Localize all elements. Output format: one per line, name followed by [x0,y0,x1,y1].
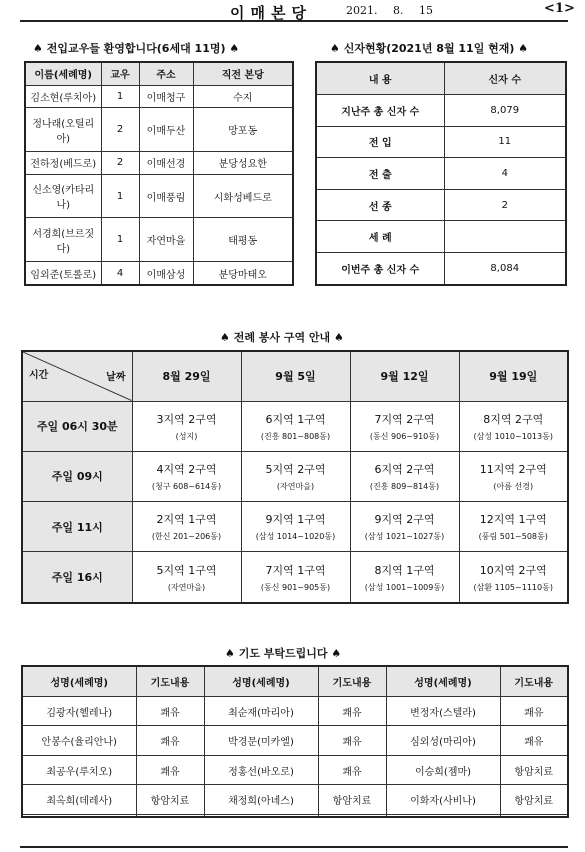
table-row [22,755,568,784]
zone-cell [459,502,568,552]
zone-detail: (동신 906~910동) [369,431,440,441]
zone-detail: (진흥 801~808동) [260,431,331,441]
zone-cell [132,401,241,451]
zone-label: 6지역 1구역 [265,412,326,426]
zone-label: 12지역 1구역 [479,513,547,527]
table-row [316,126,566,158]
zone-label: 8지역 2구역 [483,412,544,426]
mass-time: 주일 06시 30분 [22,401,132,451]
zone-detail: (성지) [175,431,198,441]
prayer-intention: 쾌유 [136,726,204,755]
prayer-name: 최순재(마리아) [204,696,318,725]
prayer-intention: 쾌유 [500,696,568,725]
prayer-name: 심외성(마리아) [386,726,500,755]
prayer-caption: ♠ 기도 부탁드립니다 ♠ [225,647,342,660]
prayer-intention [318,814,386,817]
prayer-name: 채정희(아녜스) [204,785,318,814]
table-row [25,218,293,262]
prayer-intention: 항암치료 [318,785,386,814]
table-header-row [22,351,568,401]
zone-cell [241,502,350,552]
table-row [22,502,568,552]
zone-cell [350,451,459,501]
believer-stat-label: 전 출 [316,158,444,190]
prayer-name [204,814,318,817]
table-row [25,174,293,218]
table-row [22,726,568,755]
table-row [25,262,293,285]
cleaning-caption: ♠ 전례 봉사 구역 안내 ♠ [220,331,344,344]
newcomer-address: 이매청구 [139,85,193,108]
newcomer-name: 임외준(토롤로) [25,262,101,285]
newcomer-previous-parish: 태평동 [193,218,293,262]
prayer-name: 박경문(미카엘) [204,726,318,755]
prayer-intention: 항암치료 [500,755,568,784]
prayer-intention: 항암치료 [500,785,568,814]
newcomer-address: 이매풍림 [139,174,193,218]
zone-label: 7지역 1구역 [265,563,326,577]
prayer-request-table [21,665,569,818]
column-header: 성명(세례명) [386,666,500,696]
zone-cell [241,451,350,501]
table-row [316,189,566,221]
believer-stat-label: 선 종 [316,189,444,221]
column-header: 성명(세례명) [204,666,318,696]
believer-stat-label: 세 례 [316,221,444,253]
zone-detail: (삼성 1010~1013동) [473,431,553,441]
mass-time: 주일 16시 [22,552,132,603]
table-header-row [25,62,293,85]
prayer-intention [136,814,204,817]
column-header: 직전 본당 [193,62,293,85]
cleaning-schedule-table [21,350,569,604]
table-header-row [22,666,568,696]
prayer-intention: 쾌유 [318,755,386,784]
believers-table [315,61,567,286]
bulletin-date: 2021. 8. 15 [346,4,433,17]
date-header: 9월 5일 [241,351,350,401]
prayer-name [22,814,136,817]
zone-detail: (동신 901~905동) [260,582,331,592]
zone-label: 5지역 2구역 [265,462,326,476]
believer-stat-label: 전 입 [316,126,444,158]
zone-label: 7지역 2구역 [374,412,435,426]
prayer-name: 최옥희(데레사) [22,785,136,814]
zone-cell [132,552,241,603]
date-header: 9월 19일 [459,351,568,401]
prayer-intention: 쾌유 [136,696,204,725]
zone-detail: (삼환 1105~1110동) [473,582,553,592]
zone-label: 2지역 1구역 [156,513,217,527]
prayer-name: 김광자(헬레나) [22,696,136,725]
believer-stat-value: 8,079 [444,95,566,127]
mass-time: 주일 09시 [22,451,132,501]
prayer-intention: 쾌유 [136,755,204,784]
table-row [22,785,568,814]
table-header-row [316,62,566,95]
newcomer-count: 2 [101,152,139,175]
time-date-corner [22,351,132,401]
column-header: 주소 [139,62,193,85]
mass-time: 주일 11시 [22,502,132,552]
newcomer-previous-parish: 수지 [193,85,293,108]
zone-detail: (자연마을) [167,582,206,592]
zone-label: 3지역 2구역 [156,412,217,426]
believer-stat-label: 지난주 총 신자 수 [316,95,444,127]
column-header: 기도내용 [318,666,386,696]
zone-cell [241,552,350,603]
prayer-intention: 항암치료 [136,785,204,814]
prayer-name: 최공우(루치오) [22,755,136,784]
prayer-intention: 쾌유 [318,696,386,725]
prayer-intention: 쾌유 [500,726,568,755]
zone-detail: (자연마을) [276,481,315,491]
newcomer-previous-parish: 망포동 [193,108,293,152]
zone-detail: (한신 201~206동) [151,532,222,542]
prayer-name: 정홍선(바오로) [204,755,318,784]
prayer-name [386,814,500,817]
zone-cell [459,451,568,501]
table-row [25,152,293,175]
newcomer-address: 이매선경 [139,152,193,175]
prayer-intention [500,814,568,817]
newcomer-count: 1 [101,174,139,218]
zone-detail: (삼성 1001~1009동) [364,582,445,592]
newcomer-name: 전하정(베드로) [25,152,101,175]
newcomers-table [24,61,294,286]
believer-stat-value: 11 [444,126,566,158]
believer-stat-label: 이번주 총 신자 수 [316,252,444,285]
newcomer-name: 정나래(오틸리아) [25,108,101,152]
newcomer-previous-parish: 시화성베드로 [193,174,293,218]
zone-cell [459,552,568,603]
prayer-name: 변정자(스텔라) [386,696,500,725]
newcomers-caption: ♠ 전입교우들 환영합니다(6세대 11명) ♠ [33,42,240,55]
zone-cell [350,552,459,603]
newcomer-count: 2 [101,108,139,152]
zone-label: 11지역 2구역 [479,462,547,476]
column-header: 기도내용 [500,666,568,696]
table-row [25,85,293,108]
zone-cell [132,451,241,501]
newcomer-previous-parish: 분당마태오 [193,262,293,285]
newcomer-count: 4 [101,262,139,285]
page-number: <1> [544,1,575,16]
column-header: 내 용 [316,62,444,95]
believer-stat-value [444,221,566,253]
corner-time-label: 시간 [29,369,49,381]
zone-label: 4지역 2구역 [156,462,217,476]
newcomer-name: 신소영(카타리나) [25,174,101,218]
zone-detail: (아름 선경) [493,481,534,491]
believer-stat-value: 4 [444,158,566,190]
newcomer-name: 서경희(브르짓다) [25,218,101,262]
zone-cell [350,401,459,451]
column-header: 성명(세례명) [22,666,136,696]
table-row [22,401,568,451]
zone-detail: (삼성 1014~1020동) [255,532,336,542]
column-header: 신자 수 [444,62,566,95]
newcomer-address: 이매삼성 [139,262,193,285]
parish-title: 이매본당 [230,4,312,22]
table-row [316,158,566,190]
zone-cell [241,401,350,451]
zone-detail: (풍림 501~508동) [478,532,548,542]
newcomer-count: 1 [101,85,139,108]
prayer-name: 안봉수(율리안나) [22,726,136,755]
newcomer-previous-parish: 분당성요한 [193,152,293,175]
table-row [22,696,568,725]
date-header: 9월 12일 [350,351,459,401]
footer-divider [20,846,568,848]
table-row [22,814,568,817]
bulletin-header [20,0,575,22]
zone-detail: (청구 608~614동) [151,481,222,491]
column-header: 기도내용 [136,666,204,696]
zone-label: 5지역 1구역 [156,563,217,577]
believers-caption: ♠ 신자현황(2021년 8월 11일 현재) ♠ [330,42,529,55]
believer-stat-value: 8,084 [444,252,566,285]
believer-stat-value: 2 [444,189,566,221]
zone-cell [132,502,241,552]
zone-label: 9지역 2구역 [374,513,435,527]
table-row [22,552,568,603]
prayer-intention: 쾌유 [318,726,386,755]
zone-label: 9지역 1구역 [265,513,326,527]
corner-date-label: 날짜 [106,372,126,383]
zone-detail: (진흥 809~814동) [369,481,440,491]
prayer-name: 이승희(젬마) [386,755,500,784]
newcomer-address: 이매두산 [139,108,193,152]
table-row [25,108,293,152]
table-row [316,221,566,253]
zone-label: 10지역 2구역 [479,563,547,577]
date-header: 8월 29일 [132,351,241,401]
table-row [22,451,568,501]
newcomer-count: 1 [101,218,139,262]
column-header: 이름(세례명) [25,62,101,85]
zone-label: 6지역 2구역 [374,462,435,476]
table-row [316,252,566,285]
zone-detail: (삼성 1021~1027동) [364,532,445,542]
newcomer-name: 김소현(루치아) [25,85,101,108]
prayer-name: 이화자(사비나) [386,785,500,814]
zone-label: 8지역 1구역 [374,563,435,577]
zone-cell [459,401,568,451]
column-header: 교우 [101,62,139,85]
newcomer-address: 자연마을 [139,218,193,262]
table-row [316,95,566,127]
zone-cell [350,502,459,552]
